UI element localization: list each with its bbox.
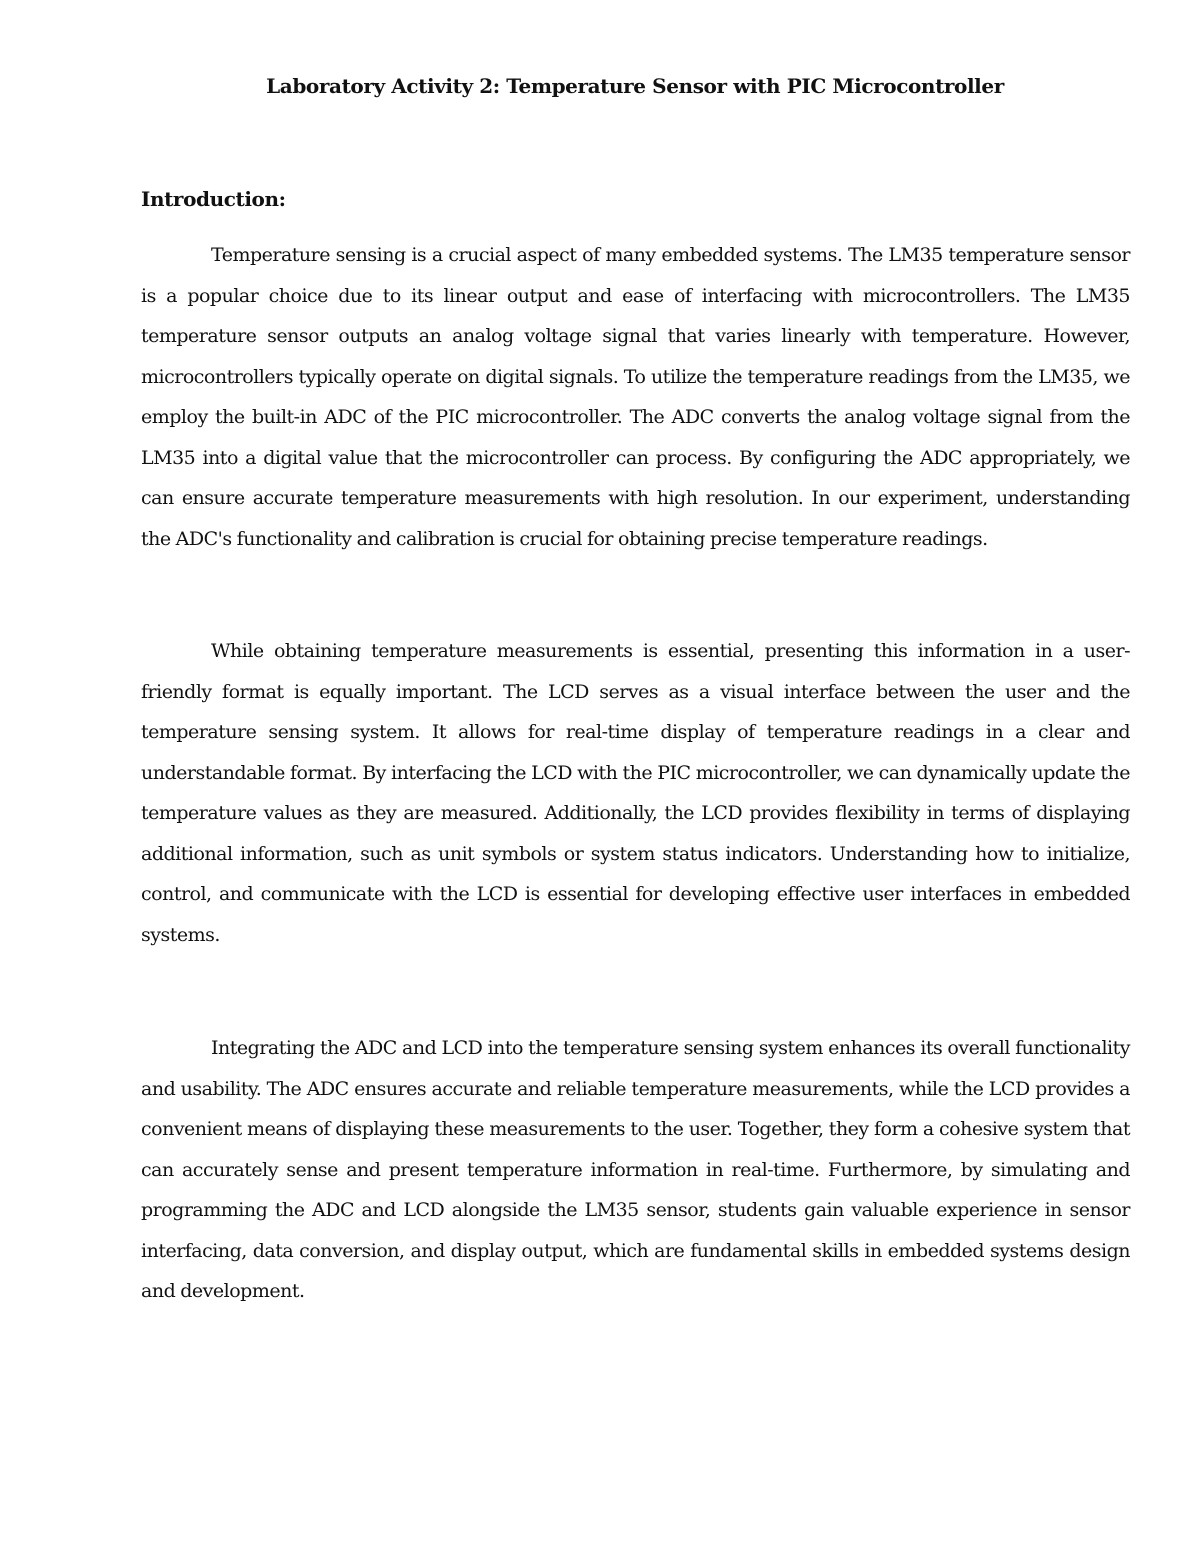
document-title: Laboratory Activity 2: Temperature Sensor with PIC Microcontroller xyxy=(266,74,1004,98)
intro-paragraph-1: Temperature sensing is a crucial aspect of many embedded systems. The LM35 temperature sensor is a popular choice due to its linear output and ease of interfacing with microcontrollers. The LM35 temperature sensor outputs an analog voltage signal that varies linearly with temperature. However, microcontrollers typically operate on digital signals. To utilize the temperature readings from the LM35, we employ the built-in ADC of the PIC microcontroller. The ADC converts the analog voltage signal from the LM35 into a digital value that the microcontroller can process. By configuring the ADC appropriately, we can ensure accurate temperature measurements with high resolution. In our experiment, understanding the ADC's functionality and calibration is crucial for obtaining precise temperature readings. xyxy=(141,244,1130,550)
intro-paragraph-3: Integrating the ADC and LCD into the temperature sensing system enhances its overall functionality and usability. The ADC ensures accurate and reliable temperature measurements, while the LCD provides a convenient means of displaying these measurements to the user. Together, they form a cohesive system that can accurately sense and present temperature information in real-time. Furthermore, by simulating and programming the ADC and LCD alongside the LM35 sensor, students gain valuable experience in sensor interfacing, data conversion, and display output, which are fundamental skills in embedded systems design and development. xyxy=(141,1037,1130,1302)
section-heading-introduction: Introduction: xyxy=(141,187,286,211)
intro-paragraph-2: While obtaining temperature measurements is essential, presenting this information in a user-friendly format is equally important. The LCD serves as a visual interface between the user and the temperature sensing system. It allows for real-time display of temperature readings in a clear and understandable format. By interfacing the LCD with the PIC microcontroller, we can dynamically update the temperature values as they are measured. Additionally, the LCD provides flexibility in terms of displaying additional information, such as unit symbols or system status indicators. Understanding how to initialize, control, and communicate with the LCD is essential for developing effective user interfaces in embedded systems. xyxy=(141,640,1130,946)
